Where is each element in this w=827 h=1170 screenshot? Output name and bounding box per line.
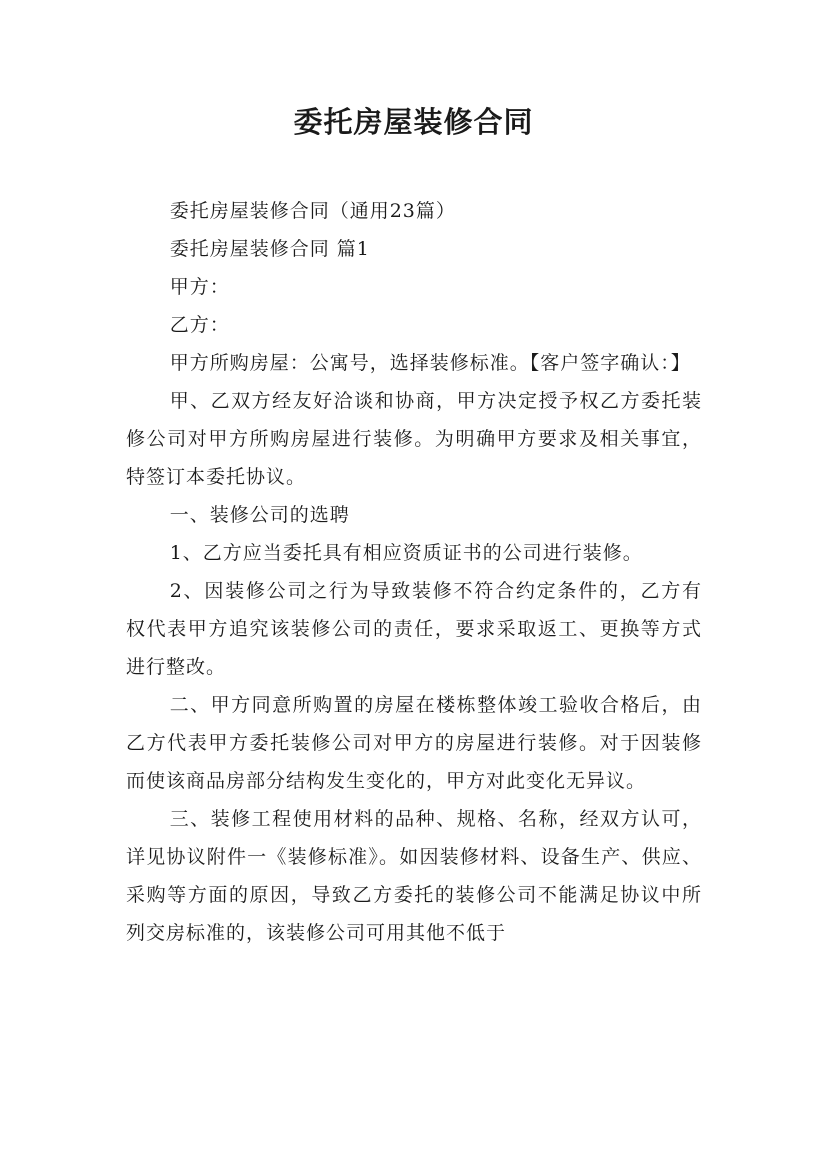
preamble-paragraph: 甲、乙双方经友好洽谈和协商，甲方决定授予权乙方委托装修公司对甲方所购房屋进行装修。为明确甲方要求及相关事宜，特签订本委托协议。	[126, 390, 702, 488]
clause-3: 三、装修工程使用材料的品种、规格、名称，经双方认可，详见协议附件一《装修标准》。如因装修材料、设备生产、供应、采购等方面的原因，导致乙方委托的装修公司不能满足协议中所列交房标准的，该装修公司可用其他不低于	[126, 808, 702, 944]
property-paragraph: 甲方所购房屋：公寓号，选择装修标准。【客户签字确认：】	[169, 352, 691, 374]
section-heading: 委托房屋装修合同 篇1	[169, 238, 370, 260]
clause-1-1: 1、乙方应当委托具有相应资质证书的公司进行装修。	[169, 542, 643, 564]
clause-heading-1: 一、装修公司的选聘	[169, 504, 350, 526]
document-title: 委托房屋装修合同	[293, 105, 534, 139]
party-b-line: 乙方：	[169, 314, 230, 336]
clause-2: 二、甲方同意所购置的房屋在楼栋整体竣工验收合格后，由乙方代表甲方委托装修公司对甲方的房屋进行装修。对于因装修而使该商品房部分结构发生变化的，甲方对此变化无异议。	[126, 694, 702, 792]
subtitle-paragraph: 委托房屋装修合同（通用23篇）	[169, 200, 456, 222]
document-body	[126, 192, 702, 952]
party-a-line: 甲方：	[169, 276, 230, 298]
clause-1-2: 2、因装修公司之行为导致装修不符合约定条件的，乙方有权代表甲方追究该装修公司的责任，要求采取返工、更换等方式进行整改。	[126, 580, 702, 678]
